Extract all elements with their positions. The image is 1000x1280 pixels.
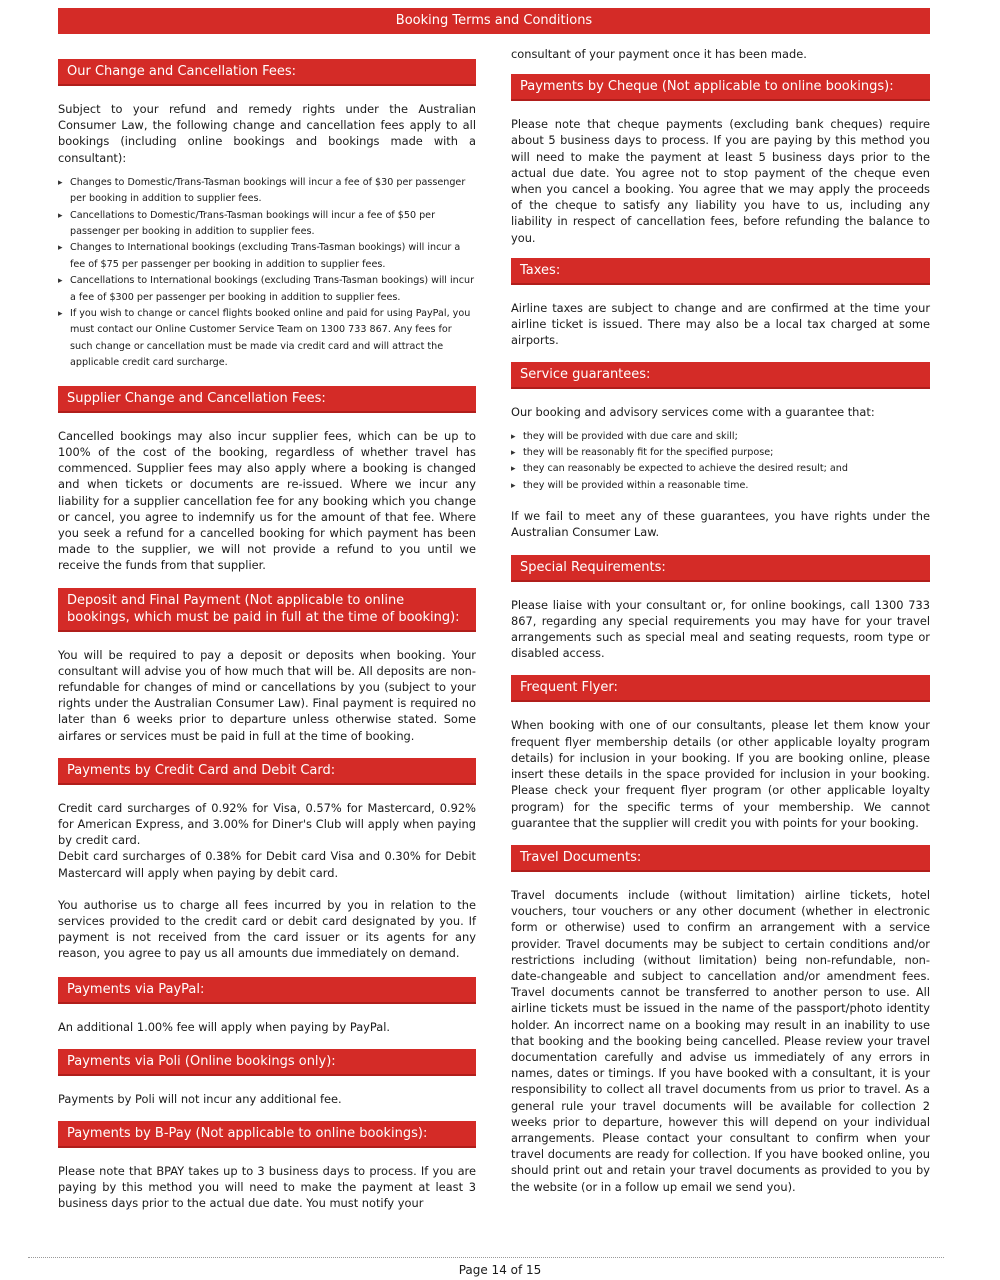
right-column: [511, 46, 930, 1195]
special-requirements-heading: Special Requirements:: [511, 555, 930, 582]
left-column: [58, 46, 476, 1212]
bpay-text: Please note that BPAY takes up to 3 business days to process. If you are paying by this method you will need to make the payment at least 3 business days prior to the actual due date. You must notify your: [58, 1163, 476, 1211]
list-item: ▸ Cancellations to Domestic/Trans-Tasman bookings will incur a fee of $50 per passenger per booking in addition to supplier fees.: [58, 208, 476, 241]
list-item: ▸ Changes to Domestic/Trans-Tasman bookings will incur a fee of $30 per passenger per booking in addition to supplier fees.: [58, 175, 476, 208]
credit-card-text: Credit card surcharges of 0.92% for Visa, 0.57% for Mastercard, 0.92% for American Express, and 3.00% for Diner's Club will apply when paying by credit card.: [58, 800, 476, 848]
card-payments-heading: Payments by Credit Card and Debit Card:: [58, 758, 476, 785]
debit-card-text: Debit card surcharges of 0.38% for Debit card Visa and 0.30% for Debit Mastercard will apply when paying by debit card.: [58, 849, 476, 880]
list-item: ▸ If you wish to change or cancel flights booked online and paid for using PayPal, you must contact our Online Customer Service Team on 1300 733 867. Any fees for such change or cancellation must be made via credit card and will attract the applicable credit card surcharge.: [58, 306, 476, 372]
list-item: ▸ they will be provided with due care and skill;: [511, 429, 930, 445]
page-number: Page 14 of 15: [458, 1263, 542, 1277]
supplier-fees-heading: Supplier Change and Cancellation Fees:: [58, 386, 476, 413]
bpay-continued-text: consultant of your payment once it has been made.: [511, 47, 807, 61]
cheque-heading: Payments by Cheque (Not applicable to online bookings):: [511, 74, 930, 101]
special-requirements-text: Please liaise with your consultant or, for online bookings, call 1300 733 867, regarding any special requirements you may have for your travel arrangements such as special meal and seating requests, room type or disabled access.: [511, 597, 930, 661]
travel-documents-text: Travel documents include (without limitation) airline tickets, hotel vouchers, tour vouchers or any other document (whether in electronic form or otherwise) used to confirm an arrangement with a service provider. Travel documents may be subject to certain conditions and/or restrictions including (without limitation) being non-refundable, non-date-changeable and subject to cancellation and/or amendment fees. Travel documents cannot be transferred to another person to use. All airline tickets must be issued in the name of the passport/photo identity holder. An incorrect name on a booking may result in an inability to use that booking and the booking being cancelled. Please review your travel documentation carefully and advise us immediately of any errors in names, dates or timings. If you have booked with a consultant, it is your responsibility to collect all travel documents from us prior to travel. As a general rule your travel documents will be available for collection 2 weeks prior to departure, however this will depend on your individual arrangements. Please contact your consultant to confirm when your travel documents are ready for collection. If you have booked online, you should print out and retain your travel documents as provided to you by the website (or in a follow up email we send you).: [511, 887, 930, 1194]
change-fees-heading: Our Change and Cancellation Fees:: [58, 59, 476, 86]
service-guarantees-list: [511, 429, 930, 495]
list-item: ▸ they can reasonably be expected to achieve the desired result; and: [511, 461, 930, 477]
deposit-text: You will be required to pay a deposit or deposits when booking. Your consultant will advise you of how much that will be. All deposits are non-refundable for changes of mind or cancellations by you (subject to your rights under the Australian Consumer Law). Final payment is required no later than 6 weeks prior to departure unless otherwise stated. Some airfares or services must be paid in full at the time of booking.: [58, 647, 476, 743]
frequent-flyer-text: When booking with one of our consultants, please let them know your frequent flyer membership details (or other applicable loyalty program details) for inclusion in your booking. If you are booking online, please insert these details in the space provided for inclusion in your booking. Please check your frequent flyer program (or other applicable loyalty program) for the specific terms of your membership. We cannot guarantee that the supplier will credit you with points for your booking.: [511, 718, 930, 830]
travel-documents-heading: Travel Documents:: [511, 845, 930, 872]
paypal-heading: Payments via PayPal:: [58, 977, 476, 1004]
change-fees-list: [58, 175, 476, 372]
supplier-fees-text: Cancelled bookings may also incur supplier fees, which can be up to 100% of the cost of the booking, regardless of whether travel has commenced. Supplier fees may also apply where a booking is changed and when tickets or documents are re-issued. Where we incur any liability for a supplier cancellation fee for any booking which you change or cancel, you agree to indemnify us for the amount of that fee. Where you seek a refund for a cancelled booking for which payment has been made to the supplier, we will not provide a refund to you until we receive the funds from that supplier.: [58, 428, 476, 573]
list-item: ▸ they will be provided within a reasonable time.: [511, 478, 930, 494]
taxes-text: Airline taxes are subject to change and are confirmed at the time your airline ticket is issued. There may also be a local tax charged at some airports.: [511, 300, 930, 348]
page-banner: Booking Terms and Conditions: [58, 8, 930, 34]
card-authorise-text: You authorise us to charge all fees incurred by you in relation to the services provided to the credit card or debit card designated by you. If payment is not received from the card issuer or its agents for any reason, you agree to pay us all amounts due immediately on demand.: [58, 897, 476, 961]
change-fees-intro: Subject to your refund and remedy rights under the Australian Consumer Law, the following change and cancellation fees apply to all bookings (including online bookings and bookings made with a consultant):: [58, 102, 476, 165]
taxes-heading: Taxes:: [511, 258, 930, 285]
poli-text: Payments by Poli will not incur any additional fee.: [58, 1091, 342, 1106]
frequent-flyer-heading: Frequent Flyer:: [511, 675, 930, 702]
service-intro: Our booking and advisory services come with a guarantee that:: [511, 405, 875, 420]
service-outro: If we fail to meet any of these guarantees, you have rights under the Australian Consumer Law.: [511, 509, 930, 540]
list-item: ▸ Cancellations to International bookings (excluding Trans-Tasman bookings) will incur a fee of $300 per passenger per booking in addition to supplier fees.: [58, 273, 476, 306]
list-item: ▸ they will be reasonably fit for the specified purpose;: [511, 445, 930, 461]
cheque-text: Please note that cheque payments (excluding bank cheques) require about 5 business days to process. If you are paying by this method you will need to make the payment at least 5 business days prior to the actual due date. You agree not to stop payment of the cheque even when you cancel a booking. You agree that we may apply the proceeds of the cheque to satisfy any liability you have to us, including any liability in respect of cancellation fees, before refunding the balance to you.: [511, 117, 930, 245]
footer-divider: [28, 1257, 944, 1258]
bpay-heading: Payments by B-Pay (Not applicable to online bookings):: [58, 1121, 476, 1148]
service-guarantees-heading: Service guarantees:: [511, 362, 930, 389]
deposit-heading: Deposit and Final Payment (Not applicable to online bookings, which must be paid in full at the time of booking):: [58, 588, 476, 632]
poli-heading: Payments via Poli (Online bookings only):: [58, 1049, 476, 1076]
paypal-text: An additional 1.00% fee will apply when paying by PayPal.: [58, 1019, 391, 1034]
list-item: ▸ Changes to International bookings (excluding Trans-Tasman bookings) will incur a fee of $75 per passenger per booking in addition to supplier fees.: [58, 240, 476, 273]
